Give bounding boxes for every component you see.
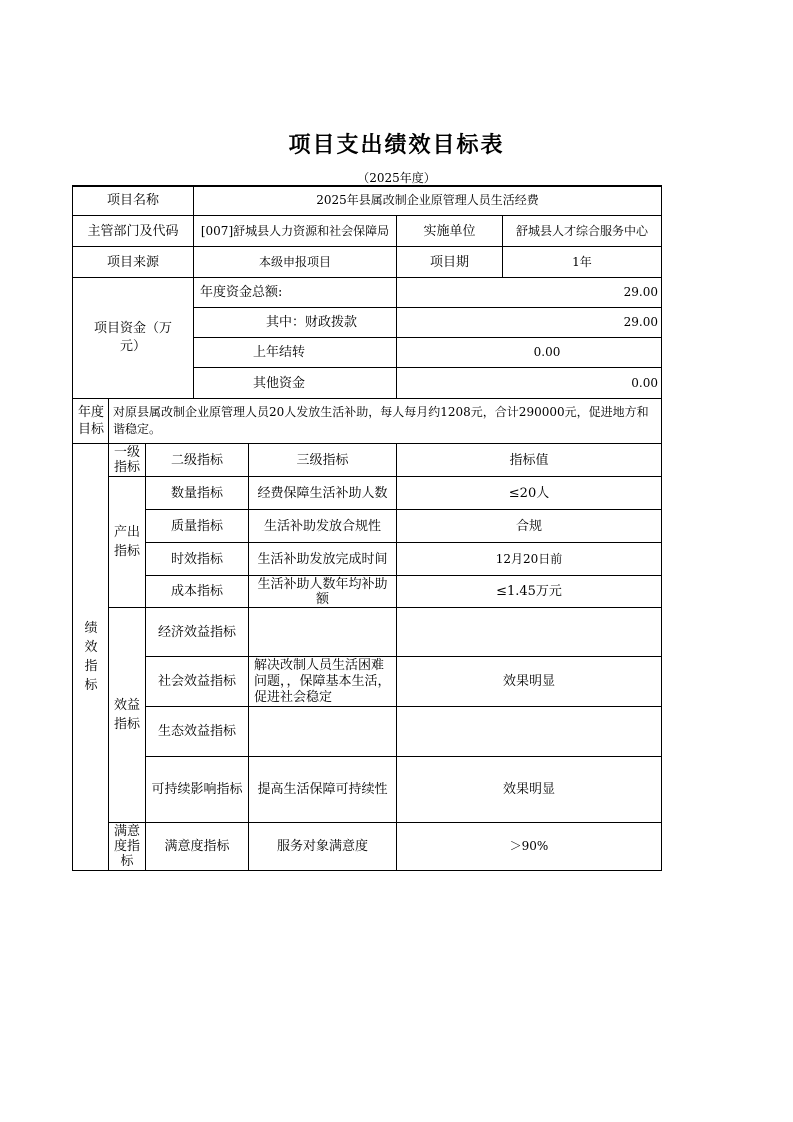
funds-other-label: 其他资金	[252, 375, 305, 391]
perf-head-l2: 二级指标	[170, 452, 223, 468]
perf-label: 绩效指标	[84, 621, 98, 693]
row-l2: 满意度指标	[164, 839, 230, 854]
row-value: 效果明显	[502, 674, 555, 689]
goal-label: 年度目标	[77, 405, 104, 437]
dept-value: [007]舒城县人力资源和社会保障局	[200, 223, 390, 238]
row-l3: 生活补助发放完成时间	[257, 551, 388, 567]
project-name-label: 项目名称	[106, 193, 159, 208]
satisfaction-group-label: 满意度指标	[113, 824, 140, 869]
row-l2: 时效指标	[170, 551, 223, 567]
row-value	[397, 707, 661, 756]
row-l3: 服务对象满意度	[276, 839, 368, 854]
source-label: 项目来源	[106, 254, 159, 270]
funds-carry-value: 0.00	[533, 345, 561, 359]
row-value: ＞90%	[509, 839, 549, 853]
row-l2: 成本指标	[170, 584, 223, 599]
row-l2: 数量指标	[170, 485, 223, 501]
row-l2: 经济效益指标	[157, 624, 236, 640]
funds-total-label: 年度资金总额:	[200, 285, 283, 300]
row-value: 12月20日前	[495, 551, 563, 566]
funds-other-value: 0.00	[631, 375, 658, 390]
period-value: 1年	[572, 254, 592, 269]
perf-head-value: 指标值	[509, 452, 549, 468]
row-l2: 社会效益指标	[157, 674, 236, 689]
row-value: ≤1.45万元	[496, 584, 562, 599]
row-l3	[249, 608, 396, 656]
row-l2: 质量指标	[170, 518, 223, 534]
output-group-label: 产出指标	[113, 525, 140, 559]
row-l3	[249, 707, 396, 756]
perf-head-l3: 三级指标	[296, 452, 349, 468]
dept-label: 主管部门及代码	[87, 223, 179, 239]
perf-head-l1: 一级指标	[113, 445, 140, 475]
impl-label: 实施单位	[423, 223, 476, 239]
goal-text: 对原县属改制企业原管理人员20人发放生活补助，每人每月约1208元，合计290000元，促进地方和谐稳定。	[113, 405, 649, 436]
row-l3: 解决改制人员生活困难问题，，保障基本生活，促进社会稳定	[254, 657, 391, 705]
year-subtitle: （2025年度）	[357, 171, 436, 185]
row-l2: 生态效益指标	[157, 724, 236, 739]
row-l3: 生活补助人数年均补助额	[257, 576, 388, 607]
row-value: ≤20人	[508, 485, 550, 501]
page-title: 项目支出绩效目标表	[288, 133, 505, 158]
row-value: 效果明显	[502, 782, 555, 797]
project-name-value: 2025年县属改制企业原管理人员生活经费	[316, 193, 539, 207]
funds-carry-label: 上年结转	[252, 345, 305, 360]
row-l3: 提高生活保障可持续性	[257, 782, 388, 797]
funds-fiscal-label: 其中：财政拨款	[265, 315, 357, 330]
impl-value: 舒城县人才综合服务中心	[515, 223, 648, 238]
funds-fiscal-value: 29.00	[623, 315, 658, 329]
row-l3: 经费保障生活补助人数	[257, 485, 388, 501]
row-value: 合规	[515, 518, 542, 534]
period-label: 项目期	[429, 254, 469, 270]
row-l3: 生活补助发放合规性	[263, 518, 381, 534]
row-l2: 可持续影响指标	[151, 782, 243, 797]
funds-total-value: 29.00	[623, 285, 658, 299]
funds-label: 项目资金（万元）	[93, 321, 172, 354]
row-value	[397, 608, 661, 656]
benefit-group-label: 效益指标	[113, 698, 140, 732]
source-value: 本级申报项目	[258, 254, 331, 269]
